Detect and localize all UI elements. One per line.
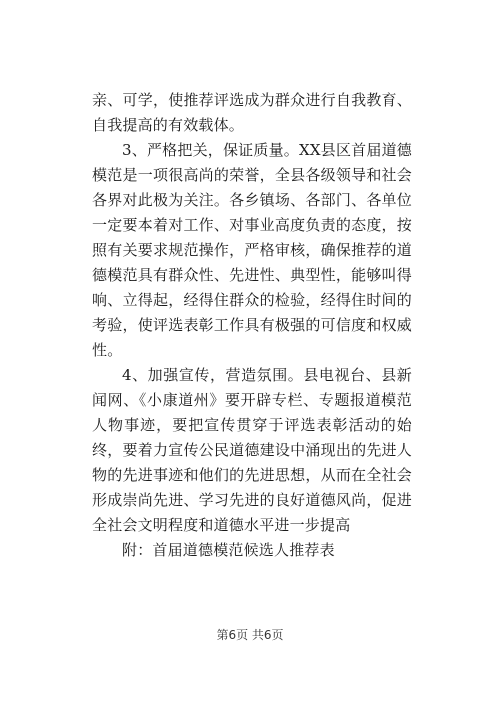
document-body	[92, 88, 412, 563]
paragraph-strict-review: 3、严格把关，保证质量。XX县区首届道德模范是一项很高尚的荣誉，全县各级领导和社会各界对此极为关注。各乡镇场、各部门、各单位一定要本着对工作、对事业高度负责的态度，按照有关要求规范操作，严格审核，确保推荐的道德模范具有群众性、先进性、典型性，能够叫得响、立得起，经得住群众的检验，经得住时间的考验，使评选表彰工作具有极强的可信度和权威性。	[92, 141, 412, 359]
paragraph-continuation: 亲、可学，使推荐评选成为群众进行自我教育、自我提高的有效载体。	[92, 91, 412, 134]
paragraph-attachment-note: 附：首届道德模范候选人推荐表	[122, 541, 335, 559]
paragraph-publicity: 4、加强宣传，营造氛围。县电视台、县新闻网、《小康道州》要开辟专栏、专题报道模范人物事迹，要把宣传贯穿于评选表彰活动的始终，要着力宣传公民道德建设中涌现出的先进人物的先进事迹和他们的先进思想，从而在全社会形成崇尚先进、学习先进的良好道德风尚，促进全社会文明程度和道德水平进一步提高	[92, 366, 412, 534]
page-footer: 第6页 共6页	[216, 628, 284, 642]
